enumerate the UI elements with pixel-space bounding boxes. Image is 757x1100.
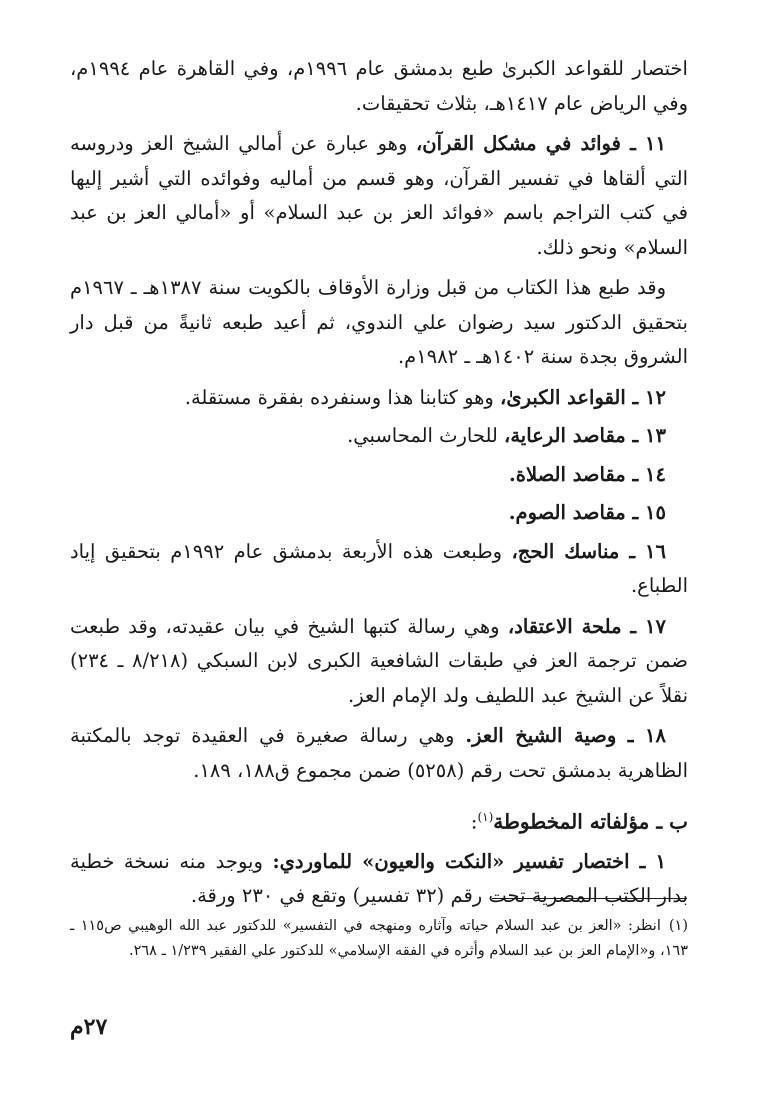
paragraph-item-15: ١٥ ـ مقاصد الصوم. bbox=[508, 501, 666, 524]
paragraph-item-16: ١٦ ـ مناسك الحج، وطبعت هذه الأربعة بدمشق عام ١٩٩٢م بتحقيق إياد الطباع. bbox=[70, 539, 688, 597]
footnote-ref: (١) bbox=[477, 810, 494, 824]
paragraph-item-11: ١١ ـ فوائد في مشكل القرآن، وهو عبارة عن أمالي الشيخ العز ودروسه التي ألقاها في تفسير القرآن، وهو قسم من أماليه وفوائده التي أشير إليها في كتب التراجم باسم «فوائد العز بن عبد السلام» أو «أمالي العز بن عبد السلام» ونحو ذلك. bbox=[70, 132, 688, 259]
main-text bbox=[70, 52, 688, 920]
section-subheading: ب ـ مؤلفاته المخطوطة$^{(١)}$: bbox=[470, 809, 688, 834]
paragraph-manuscript-1: ١ ـ اختصار تفسير «النكت والعيون» للماوردي: ويوجد منه نسخة خطية بدار الكتب المصرية تحت رقم (٣٢ تفسير) وتقع في ٢٣٠ ورقة. bbox=[70, 849, 688, 908]
paragraph-item-14: ١٤ ـ مقاصد الصلاة. bbox=[509, 462, 666, 486]
page-number: ٢٧م bbox=[70, 1014, 108, 1040]
footnote bbox=[70, 914, 688, 964]
paragraph-item-18: ١٨ ـ وصية الشيخ العز. وهي رسالة صغيرة في العقيدة توجد بالمكتبة الظاهرية بدمشق تحت رقم (٥٢٥٨) ضمن مجموع ق١٨٨، ١٨٩. bbox=[70, 724, 688, 782]
paragraph-item-17: ١٧ ـ ملحة الاعتقاد، وهي رسالة كتبها الشيخ في بيان عقيدته، وقد طبعت ضمن ترجمة العز في طبقات الشافعية الكبرى لابن السبكي (٨/٢١٨ ـ ٢٣٤) نقلاً عن الشيخ عبد اللطيف ولد الإمام العز. bbox=[70, 614, 688, 707]
paragraph-printing-info: وقد طبع هذا الكتاب من قبل وزارة الأوقاف بالكويت سنة ١٣٨٧هـ ـ ١٩٦٧م بتحقيق الدكتور سيد رضوان علي الندوي، ثم أعيد طبعه ثانيةً من قبل دار الشروق بجدة سنة ١٤٠٢هـ ـ ١٩٨٢م. bbox=[70, 276, 688, 368]
paragraph-0: اختصار للقواعد الكبرىٰ طبع بدمشق عام ١٩٩٦م، وفي القاهرة عام ١٩٩٤م، وفي الرياض عام ١٤١٧هـ، بثلاث تحقيقات. bbox=[70, 57, 688, 115]
paragraph-item-12: ١٢ ـ القواعد الكبرىٰ، وهو كتابنا هذا وسنفرده بفقرة مستقلة. bbox=[184, 385, 666, 409]
footnote-text: انظر: «العز بن عبد السلام حياته وآثاره ومنهجه في التفسير» للدكتور عبد الله الوهيبي ص١١٥ ـ ١٦٣، و«الإمام العز بن عبد السلام وأثره في الفقه الإسلامي» للدكتور علي الفقير ١/٢٣٩ ـ ٢٦٨. bbox=[70, 918, 688, 959]
footnote-separator bbox=[492, 898, 687, 899]
footnote-number: (١) bbox=[668, 918, 689, 934]
paragraph-item-13: ١٣ ـ مقاصد الرعاية، للحارث المحاسبي. bbox=[347, 424, 666, 447]
